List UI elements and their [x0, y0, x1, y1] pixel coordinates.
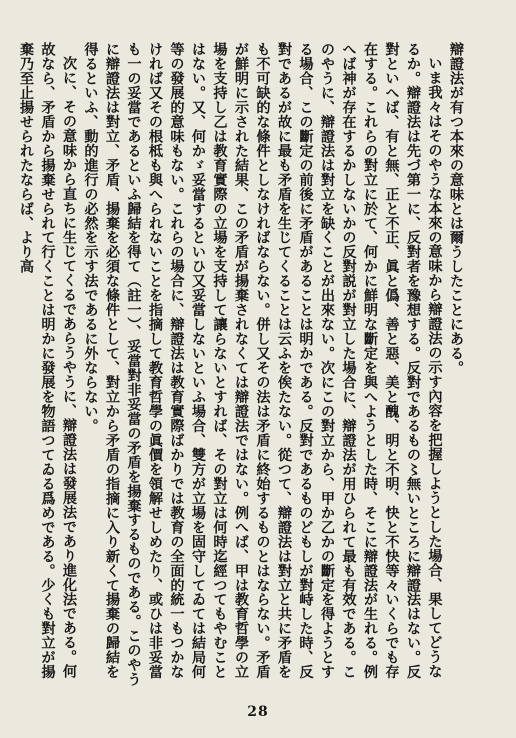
paragraph-dialectic-content: いま我々はそのやうな本來の意味から辯證法の示す內容を把握しようとした場合、果してどうなるか。辯證法は先づ第一に、反對者を豫想する。反對であるもの〻無いところに辯證法はない。反對といへば、有と無、正と不正、眞と僞、善と惡、美と醜、明と不明、快と不快等々いくらでも存在する。これらの對立に於て、何かに鮮明な斷定を與へようとした時、そこに辯證法が生れる。例へば神が存在するかしないかの反對説が對立した場合に、辯證法が用ひられて最も有效である。このやうに、辯證法は對立を缺くことが出來ない。次にこの對立から、甲か乙かの斷定を得ようとする場合、この斷定の前後に矛盾があることは明かである。反對であるものどもしが對峙した時、反對であるが故に最も矛盾を生じてくることは云ふを俟たない。從つて、辯證法は對立と共に矛盾をも不可缺的な條件としなければならない。併し又その法は矛盾に終始するものとはならない。矛盾が鮮明に示された結果、この矛盾が揚棄されなくては辯證法ではない。例へば、甲は教育哲學の立場を支持し乙は教育實際の立場を支持して讓らないとすれば、その對立は何時迄經つてもやむことはない。又、何かゞ妥當するといひ又妥當しないといふ場合、雙方が立場を固守してゐては結局何等の發展的意味もない。これらの場合に、辯證法は教育實際ばかりでは教育の全面的統一もつかなければ又その根柢も與へられないことを指摘して教育哲學の眞價を領解せしめたり、或ひは非妥當も一の妥當であるといふ歸結を得て（註一）、妥當對非妥當の矛盾を揚棄するものである。このやうに辯證法は對立、矛盾、揚棄を必須な條件として、對立から矛盾の指摘に入り新くて揚棄の歸結を得るといふ、動的進行の必然を示す法であるに外ならない。 — [82, 42, 443, 687]
paragraph-development: 次に、その意味から直ちに生じてくるであらうやうに、辯證法は發展法であり進化法である。何故なら、矛盾から揚棄せられて行くことは明かに發展を物語つてゐる爲めである。少くも對立が揚棄乃至止揚せられたならば、より高 — [18, 42, 77, 680]
page-number: 28 — [247, 704, 269, 720]
paragraph-opening: 辯證法が有つ本來の意味とは爾うしたことにある。 — [448, 42, 464, 376]
vertical-text-column — [18, 42, 466, 692]
